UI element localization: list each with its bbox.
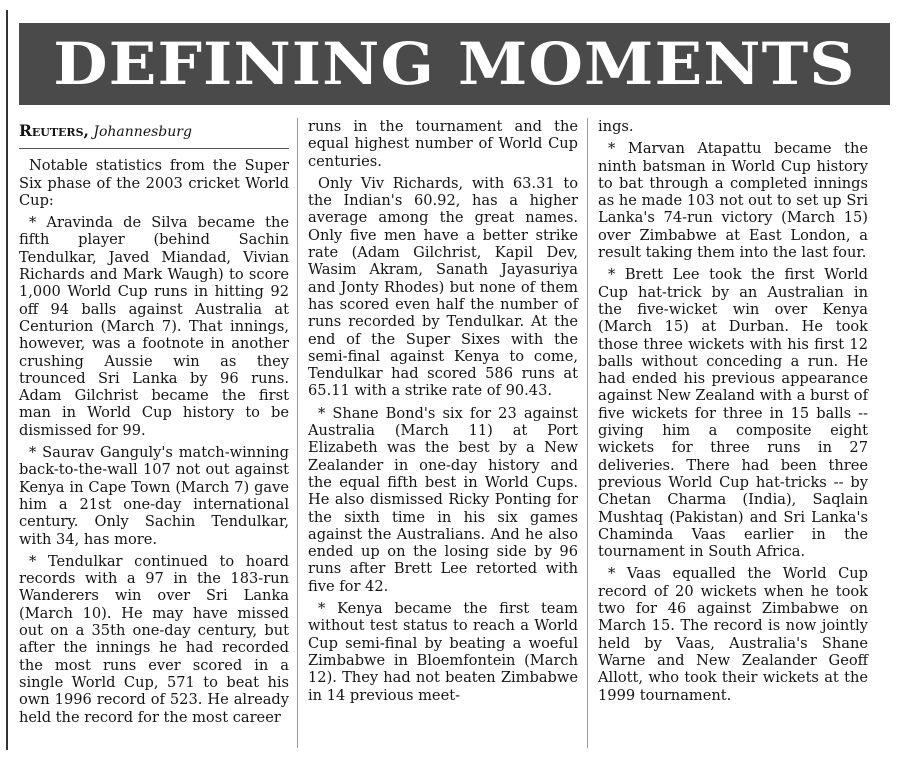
article-paragraph: * Aravinda de Silva became the fifth player (behind Sachin Tendulkar, Javed Miandad, Vivian Richards and Mark Waugh) to score 1,000 World Cup runs in hitting 92 off 94 balls against Australia at Centurion (March 7). That innings, however, was a footnote in another crushing Aussie win as they trounced Sri Lanka by 96 runs. Adam Gilchrist became the first man in World Cup history to be dismissed for 99. — [19, 214, 289, 439]
article-column-2 — [308, 118, 578, 709]
article-paragraph: ings. — [598, 118, 634, 135]
headline: DEFINING MOMENTS — [53, 30, 856, 98]
article-paragraph: * Vaas equalled the World Cup record of 20 wickets when he took two for 46 against Zimbabwe on March 15. The record is now jointly held by Vaas, Australia's Shane Warne and New Zealander Geoff Allott, who took their wickets at the 1999 tournament. — [598, 565, 868, 704]
byline-location: Johannesburg — [93, 124, 192, 140]
article-paragraph: Notable statistics from the Super Six phase of the 2003 cricket World Cup: — [19, 157, 289, 209]
byline — [19, 122, 289, 141]
byline-agency: Reuters, — [19, 121, 89, 140]
article-paragraph: Only Viv Richards, with 63.31 to the Indian's 60.92, has a higher average among the great names. Only five men have a better strike rate (Adam Gilchrist, Kapil Dev, Wasim Akram, Sanath Jayasuriya and Jonty Rhodes) but none of them has scored even half the number of runs recorded by Tendulkar. At the end of the Super Sixes with the semi-final against Kenya to come, Tendulkar had scored 586 runs at 65.11 with a strike rate of 90.43. — [308, 174, 578, 400]
article-paragraph: * Shane Bond's six for 23 against Australia (March 11) at Port Elizabeth was the best by a New Zealander in one-day history and the equal fifth best in World Cups. He also dismissed Ricky Ponting for the sixth time in his six games against the Australians. And he also ended up on the losing side by 96 runs after Brett Lee retorted with five for 42. — [308, 404, 578, 595]
article-paragraph: * Saurav Ganguly's match-winning back-to-the-wall 107 not out against Kenya in Cape Town (March 7) gave him a 21st one-day international century. Only Sachin Tendulkar, with 34, has more. — [19, 444, 289, 548]
column-divider — [587, 118, 588, 748]
byline-divider — [19, 148, 289, 149]
left-margin-rule — [6, 10, 8, 750]
article-paragraph: * Brett Lee took the first World Cup hat-trick by an Australian in the five-wicket win over Kenya (March 15) at Durban. He took those three wickets with his first 12 balls without conceding a run. He had ended his previous appearance against New Zealand with a burst of five wickets for three in 15 balls -- giving him a composite eight wickets for three runs in 27 deliveries. There had been three previous World Cup hat-tricks -- by Chetan Charma (India), Saqlain Mushtaq (Pakistan) and Sri Lanka's Chaminda Vaas earlier in the tournament in South Africa. — [598, 266, 868, 561]
article-paragraph: * Kenya became the first team without test status to reach a World Cup semi-final by beating a woeful Zimbabwe in Bloemfontein (March 12). They had not beaten Zimbabwe in 14 previous meet- — [308, 600, 578, 704]
headline-banner — [19, 23, 890, 105]
article-column-3 — [598, 118, 868, 709]
article-paragraph: * Tendulkar continued to hoard records with a 97 in the 183-run Wanderers win over Sri Lanka (March 10). He may have missed out on a 35th one-day century, but after the innings he had recorded the most runs ever scored in a single World Cup, 571 to beat his own 1996 record of 523. He already held the record for the most career — [19, 552, 289, 726]
column-divider — [297, 118, 298, 748]
article-column-1 — [19, 118, 289, 731]
article-paragraph: runs in the tournament and the equal highest number of World Cup centuries. — [308, 118, 578, 170]
article-paragraph: * Marvan Atapattu became the ninth batsman in World Cup history to bat through a completed innings as he made 103 not out to set up Sri Lanka's 74-run victory (March 15) over Zimbabwe at East London, a result taking them into the last four. — [598, 140, 868, 262]
